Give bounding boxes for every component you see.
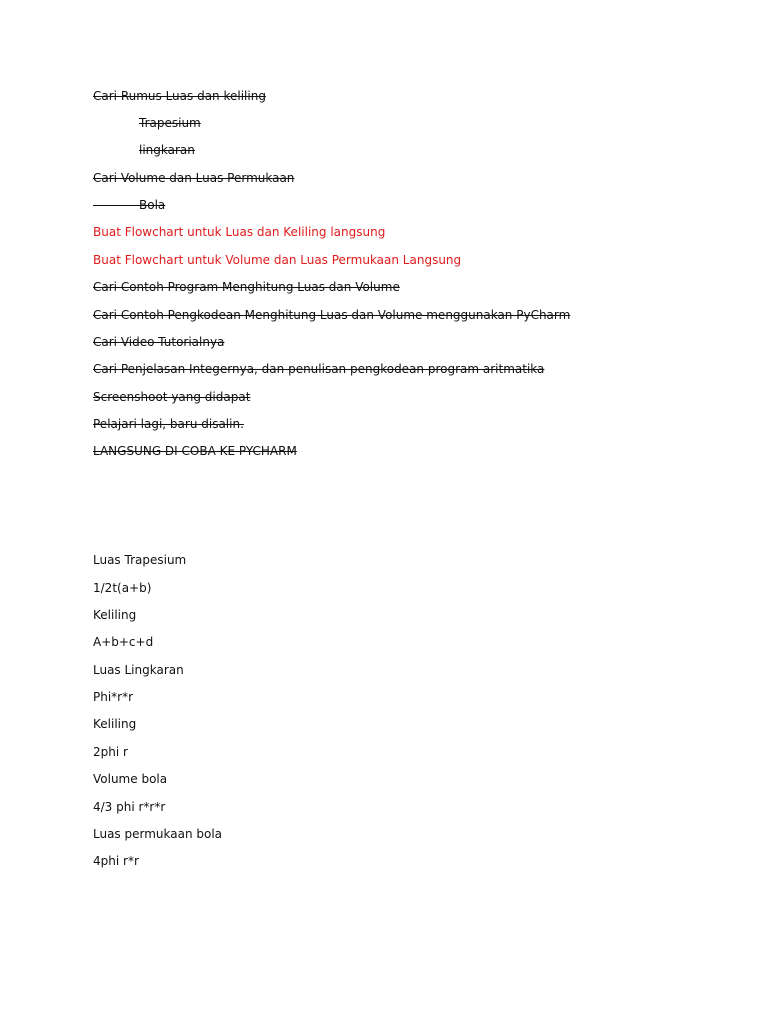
todo-subitem-lingkaran: lingkaran — [139, 143, 195, 157]
formula-heading-luas-lingkaran: Luas Lingkaran — [93, 663, 184, 677]
formula-volume-bola: 4/3 phi r*r*r — [93, 800, 166, 814]
formula-heading-luas-permukaan-bola: Luas permukaan bola — [93, 827, 223, 841]
formula-heading-luas-trapesium: Luas Trapesium — [93, 553, 187, 567]
formula-keliling-lingkaran: 2phi r — [93, 745, 128, 759]
todo-item-langsung-pycharm: LANGSUNG DI COBA KE PYCHARM — [93, 444, 297, 458]
todo-item-cari-volume: Cari Volume dan Luas Permukaan — [93, 171, 295, 185]
formula-heading-keliling-trapesium: Keliling — [93, 608, 137, 622]
todo-item-video-tutorial: Cari Video Tutorialnya — [93, 335, 225, 349]
strikethrough-indent-rule — [93, 205, 139, 206]
todo-item-screenshoot: Screenshoot yang didapat — [93, 390, 251, 404]
todo-item-contoh-program: Cari Contoh Program Menghitung Luas dan Volume — [93, 280, 400, 294]
todo-item-cari-rumus: Cari Rumus Luas dan keliling — [93, 89, 266, 103]
formula-luas-permukaan-bola: 4phi r*r — [93, 854, 139, 868]
todo-item-penjelasan-integer: Cari Penjelasan Integernya, dan penulisan pengkodean program aritmatika — [93, 362, 545, 376]
formula-luas-trapesium: 1/2t(a+b) — [93, 581, 152, 595]
todo-subitem-trapesium: Trapesium — [139, 116, 201, 130]
formula-heading-volume-bola: Volume bola — [93, 772, 168, 786]
formula-luas-lingkaran: Phi*r*r — [93, 690, 134, 704]
formula-heading-keliling-lingkaran: Keliling — [93, 717, 137, 731]
formula-keliling-trapesium: A+b+c+d — [93, 635, 154, 649]
todo-item-contoh-pengkodean: Cari Contoh Pengkodean Menghitung Luas dan Volume menggunakan PyCharm — [93, 308, 571, 322]
todo-item-flowchart-luas-keliling: Buat Flowchart untuk Luas dan Keliling langsung — [93, 225, 386, 239]
todo-subitem-bola: Bola — [139, 198, 166, 212]
todo-item-pelajari-lagi: Pelajari lagi, baru disalin. — [93, 417, 244, 431]
todo-item-flowchart-volume-luas: Buat Flowchart untuk Volume dan Luas Permukaan Langsung — [93, 253, 462, 267]
